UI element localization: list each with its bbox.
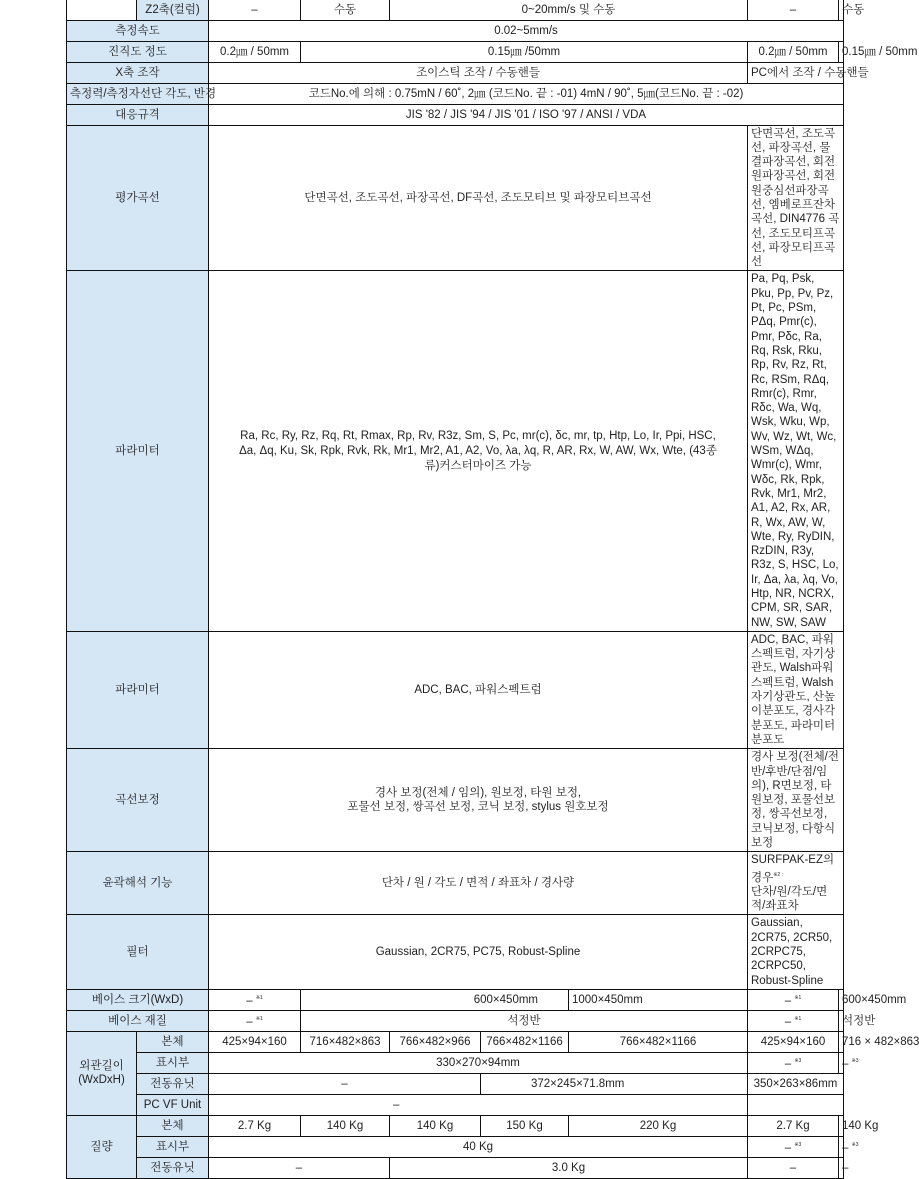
x-axis-col2: PC에서 조작 / 수동핸들 bbox=[748, 62, 844, 83]
row-standards bbox=[67, 104, 844, 125]
measure-speed-value: 0.02~5mm/s bbox=[209, 20, 844, 41]
label-measure-speed: 측정속도 bbox=[67, 20, 209, 41]
dims-body-5: 766×482×1166 bbox=[569, 1031, 748, 1052]
row-measure-force bbox=[67, 83, 844, 104]
base-material-col2: 석정반 bbox=[301, 1010, 748, 1031]
straightness-col3: 0.2㎛ / 50mm bbox=[748, 41, 839, 62]
row-weight-display bbox=[67, 1136, 844, 1157]
measure-force-value: 코드No.에 의해 : 0.75mN / 60˚, 2㎛ (코드No. 끝 : -01) 4mN / 90˚, 5㎛(코드No. 끝 : -02) bbox=[209, 83, 844, 104]
weight-body-6: 2.7 Kg bbox=[748, 1115, 839, 1136]
contour-line1: SURFPAK-EZ의 경우 bbox=[751, 854, 835, 884]
dims-pc-col2 bbox=[748, 1094, 844, 1115]
dims-drive-col3: 350×263×86mm bbox=[748, 1073, 844, 1094]
row-dims-drive bbox=[67, 1073, 844, 1094]
row-weight-drive bbox=[67, 1157, 844, 1178]
label-curve-correction: 곡선보정 bbox=[67, 749, 209, 852]
weight-body-5: 220 Kg bbox=[569, 1115, 748, 1136]
label-measure-force: 측정력/측정자선단 각도, 반경 bbox=[67, 83, 209, 104]
base-size-col4: – $^{※1}$ bbox=[748, 989, 839, 1010]
z2-col2: 수동 bbox=[301, 0, 390, 20]
dims-body-7: 716 × 482×863 bbox=[839, 1031, 844, 1052]
parameters-col2: Pa, Pq, Psk, Pku, Pp, Pv, Pz, Pt, Pc, PSm, PΔq, Pmr(c), Pmr, Pδc, Ra, Rq, Rsk, Rku, Rp, Rv, Rz, Rt, Rc, RSm, RΔq, Rmr(c), Rmr, Rδc, Wa, Wq, Wsk, Wku, Wp, Wv, Wz, Wt, Wc, WSm, WΔq, Wmr(c), Wmr, Wδc, Rk, Rpk, Rvk, Mr1, Mr2, A1, A2, Rx, AR, R, Wx, AW, W, Wte, Ry, RyDIN, RzDIN, R3y, R3z, S, HSC, Lo, Ir, Δa, λa, λq, Vo, Htp, NR, NCRX, CPM, SR, SAR, NW, SW, SAW bbox=[748, 271, 844, 631]
z2-col4: – bbox=[748, 0, 839, 20]
base-size-col3: 1000×450mm bbox=[569, 989, 748, 1010]
filter-col2: Gaussian, 2CR75, 2CR50, 2CRPC75, 2CRPC50, Robust-Spline bbox=[748, 915, 844, 989]
weight-body-4: 150 Kg bbox=[481, 1115, 569, 1136]
label-weight-drive: 전동유닛 bbox=[137, 1157, 209, 1178]
dims-display-col1: 330×270×94mm bbox=[209, 1052, 748, 1073]
dims-drive-col1: – bbox=[209, 1073, 481, 1094]
weight-body-7: 140 Kg bbox=[839, 1115, 844, 1136]
label-z2-axis: Z2축(컬럼) bbox=[137, 0, 209, 20]
parameters-col1: Ra, Rc, Ry, Rz, Rq, Rt, Rmax, Rp, Rv, R3z, Sm, S, Pc, mr(c), δc, mr, tp, Htp, Lo, Ir, Ppi, HSC, Δa, Δq, Ku, Sk, Rpk, Rvk, Rk, Mr1, Mr2, A1, A2, Vo, λa, λq, R, AR, Rx, W, AW, Wx, Wte, (43종류)커스터마이즈 가능 bbox=[209, 271, 748, 631]
z2-col5: 수동 bbox=[839, 0, 844, 20]
row-parameters bbox=[67, 271, 844, 631]
base-material-col1: – $^{※1}$ bbox=[209, 1010, 301, 1031]
label-dimensions: 외관길이 (WxDxH) bbox=[67, 1031, 137, 1115]
row-z2-axis bbox=[67, 0, 844, 20]
label-eval-curves: 평가곡선 bbox=[67, 125, 209, 271]
base-size-col5: 600×450mm bbox=[839, 989, 844, 1010]
label-filter: 필터 bbox=[67, 915, 209, 989]
dims-display-col2: – $^{※3}$ bbox=[748, 1052, 839, 1073]
base-size-col1: – $^{※1}$ bbox=[209, 989, 301, 1010]
straightness-col1: 0.2㎛ / 50mm bbox=[209, 41, 301, 62]
row-base-material bbox=[67, 1010, 844, 1031]
parameters2-col1: ADC, BAC, 파워스펙트럼 bbox=[209, 631, 748, 748]
spec-table bbox=[66, 0, 919, 1179]
contour-line2: 단차/원/각도/면적/좌표차 bbox=[751, 885, 828, 913]
straightness-col4: 0.15㎛ / 50mm bbox=[839, 41, 844, 62]
contour-col1: 단차 / 원 / 각도 / 면적 / 좌표차 / 경사량 bbox=[209, 852, 748, 915]
base-material-col3: – $^{※1}$ bbox=[748, 1010, 839, 1031]
label-dims-pc: PC VF Unit bbox=[137, 1094, 209, 1115]
standards-value: JIS '82 / JIS '94 / JIS '01 / ISO '97 / ANSI / VDA bbox=[209, 104, 844, 125]
row-dims-pc bbox=[67, 1094, 844, 1115]
curve-correction-col1 bbox=[209, 749, 748, 852]
straightness-col2: 0.15㎛ /50mm bbox=[301, 41, 748, 62]
weight-drive-col2: 3.0 Kg bbox=[390, 1157, 748, 1178]
row-filter bbox=[67, 915, 844, 989]
dims-body-6: 425×94×160 bbox=[748, 1031, 839, 1052]
label-contour: 윤곽해석 기능 bbox=[67, 852, 209, 915]
row-straightness bbox=[67, 41, 844, 62]
label-base-size: 베이스 크기(WxD) bbox=[67, 989, 209, 1010]
eval-curves-col1: 단면곡선, 조도곡선, 파장곡선, DF곡선, 조도모티브 및 파장모티브곡선 bbox=[209, 125, 748, 271]
dims-display-col3: – $^{※3}$ bbox=[839, 1052, 844, 1073]
row-eval-curves bbox=[67, 125, 844, 271]
label-weight: 질량 bbox=[67, 1115, 137, 1178]
row-base-size bbox=[67, 989, 844, 1010]
correction-line1: 경사 보정(전체 / 임의), 원보정, 타원 보정, bbox=[374, 787, 582, 800]
z2-col1: – bbox=[209, 0, 301, 20]
weight-display-col1: 40 Kg bbox=[209, 1136, 748, 1157]
row-dims-body bbox=[67, 1031, 844, 1052]
label-straightness: 진직도 정도 bbox=[67, 41, 209, 62]
label-base-material: 베이스 재질 bbox=[67, 1010, 209, 1031]
label-dims-body: 본체 bbox=[137, 1031, 209, 1052]
contour-col2 bbox=[748, 852, 844, 915]
row-contour bbox=[67, 852, 844, 915]
weight-display-col3: – $^{※3}$ bbox=[839, 1136, 844, 1157]
label-x-axis: X축 조작 bbox=[67, 62, 209, 83]
eval-curves-col2: 단면곡선, 조도곡선, 파장곡선, 물결파장곡선, 회전원파장곡선, 회전원중심선파장곡선, 엠베로프잔차곡선, DIN4776 곡선, 조도모티프곡선, 파장모티프곡선 bbox=[748, 125, 844, 271]
weight-body-2: 140 Kg bbox=[301, 1115, 390, 1136]
parameters2-col2: ADC, BAC, 파워스펙트럼, 자기상관도, Walsh파워스펙트럼, Walsh자기상관도, 산높이분포도, 경사각분포도, 파라미터분포도 bbox=[748, 631, 844, 748]
weight-body-3: 140 Kg bbox=[390, 1115, 481, 1136]
row-measure-speed bbox=[67, 20, 844, 41]
filter-col1: Gaussian, 2CR75, PC75, Robust-Spline bbox=[209, 915, 748, 989]
weight-display-col2: – $^{※3}$ bbox=[748, 1136, 839, 1157]
z2-col3: 0~20mm/s 및 수동 bbox=[390, 0, 748, 20]
label-dims-drive: 전동유닛 bbox=[137, 1073, 209, 1094]
row-curve-correction bbox=[67, 749, 844, 852]
base-size-col2: 600×450mm bbox=[301, 989, 569, 1010]
label-parameters: 파라미터 bbox=[67, 271, 209, 631]
row-dims-display bbox=[67, 1052, 844, 1073]
base-material-col4: 석정반 bbox=[839, 1010, 844, 1031]
dims-pc-col1: – bbox=[209, 1094, 748, 1115]
curve-correction-col2: 경사 보정(전체/전반/후반/단점/임의), R면보정, 타원보정, 포물선보정, 쌍곡선보정, 코닉보정, 다항식보정 bbox=[748, 749, 844, 852]
label-standards: 대응규격 bbox=[67, 104, 209, 125]
weight-body-1: 2.7 Kg bbox=[209, 1115, 301, 1136]
weight-drive-col1: – bbox=[209, 1157, 390, 1178]
dims-body-1: 425×94×160 bbox=[209, 1031, 301, 1052]
dims-drive-col2: 372×245×71.8mm bbox=[481, 1073, 748, 1094]
blank-cell bbox=[67, 0, 137, 20]
weight-drive-col4: – bbox=[839, 1157, 844, 1178]
label-parameters-2: 파라미터 bbox=[67, 631, 209, 748]
label-weight-body: 본체 bbox=[137, 1115, 209, 1136]
correction-line2: 포물선 보정, 쌍곡선 보정, 코닉 보정, stylus 원호보정 bbox=[347, 801, 609, 814]
dims-body-3: 766×482×966 bbox=[390, 1031, 481, 1052]
contour-note: ※2 : bbox=[773, 871, 783, 878]
dims-body-2: 716×482×863 bbox=[301, 1031, 390, 1052]
row-parameters-2 bbox=[67, 631, 844, 748]
label-weight-display: 표시부 bbox=[137, 1136, 209, 1157]
label-dims-display: 표시부 bbox=[137, 1052, 209, 1073]
row-x-axis bbox=[67, 62, 844, 83]
row-weight-body bbox=[67, 1115, 844, 1136]
x-axis-col1: 조이스틱 조작 / 수동핸들 bbox=[209, 62, 748, 83]
dims-body-4: 766×482×1166 bbox=[481, 1031, 569, 1052]
weight-drive-col3: – bbox=[748, 1157, 839, 1178]
